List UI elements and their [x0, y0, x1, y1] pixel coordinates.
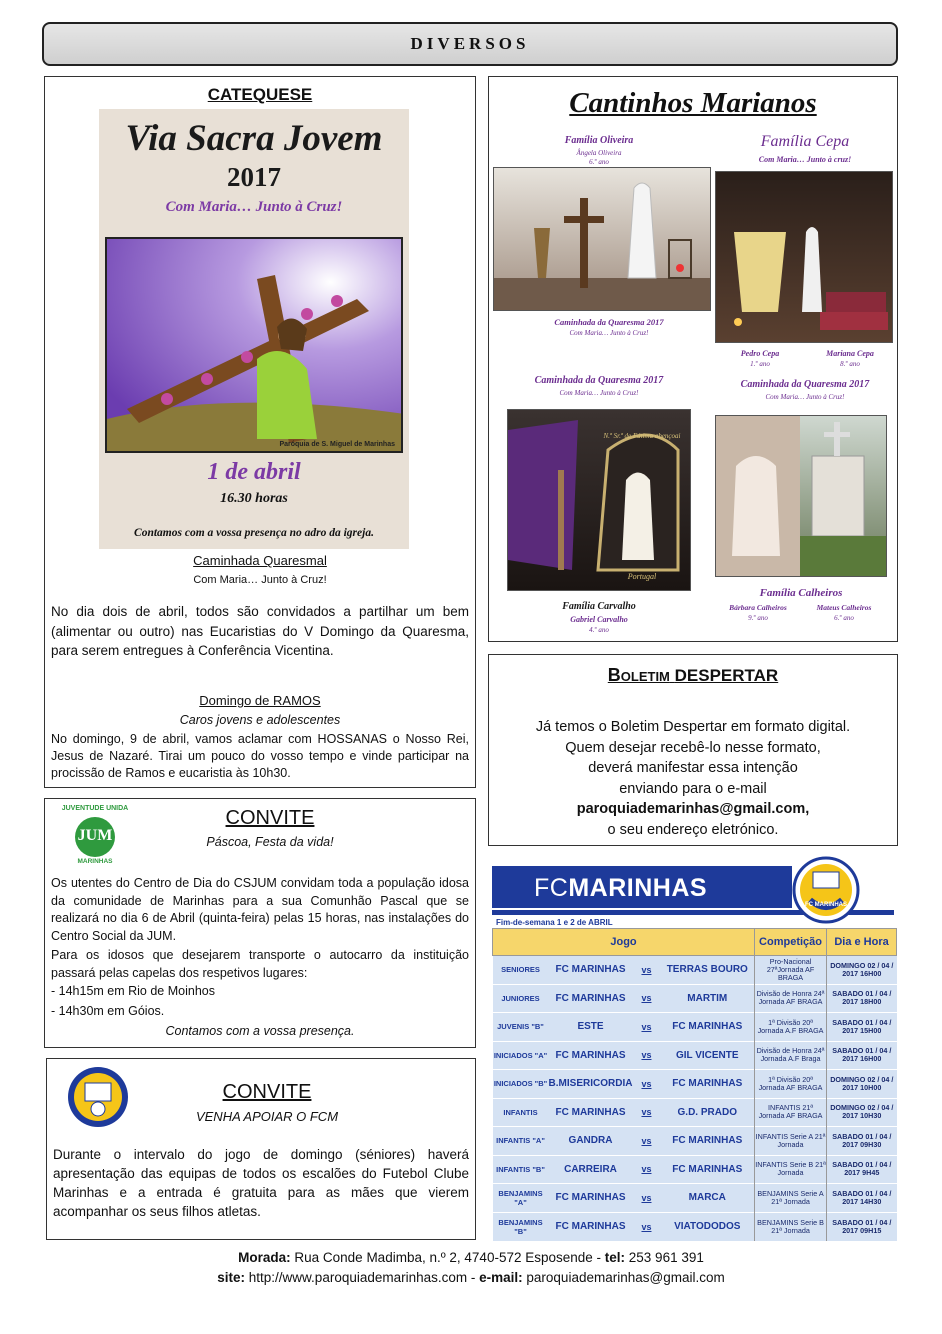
convite-jum-box [44, 798, 476, 1048]
fcm-row-datetime: SABADO 01 / 04 / 2017 09H30 [827, 1127, 897, 1156]
section-title: DIVERSOS [410, 34, 530, 53]
page-footer [0, 1248, 942, 1288]
fcm-row-competition: INFANTIS Serie B 21ª Jornada [755, 1155, 827, 1184]
fcm-row-vs: vs [633, 1070, 661, 1099]
poster-footer: Contamos com a vossa presença no adro da igreja. [134, 527, 374, 539]
boletim-line-2: Quem desejar recebê-lo nesse formato, [565, 739, 821, 756]
fcm-row-datetime: SABADO 01 / 04 / 2017 9H45 [827, 1155, 897, 1184]
boletim-title [489, 665, 897, 686]
fcm-week: Fim-de-semana 1 e 2 de ABRIL [496, 918, 613, 927]
fcm-row-home: B.MISERICORDIA [549, 1070, 633, 1099]
header-jogo: Jogo [493, 929, 755, 956]
caminhada-title: Caminhada Quaresmal [193, 553, 327, 568]
fam-cepa-grade-1: 1.º ano [750, 360, 770, 368]
fcm-row-escalao: BENJAMINS "A" [493, 1184, 549, 1213]
poster-title: Via Sacra Jovem [125, 118, 383, 159]
fcm-row-escalao: INFANTIS "A" [493, 1127, 549, 1156]
caminhada-block [45, 553, 475, 661]
fam-calheiros-caption-sub: Com Maria… Junto à Cruz! [765, 393, 845, 401]
boletim-title-big: DESPERTAR [674, 666, 779, 685]
fcm-crest-logo [63, 1065, 133, 1129]
ramos-block [45, 693, 475, 782]
fam-oliveira-caption-sub: Com Maria… Junto à Cruz! [569, 329, 649, 337]
fcm-row-datetime: SABADO 01 / 04 / 2017 09H15 [827, 1212, 897, 1241]
fam-carvalho-caption: Caminhada da Quaresma 2017 [534, 375, 664, 386]
header-competicao: Competição [755, 929, 827, 956]
fam-calheiros-member-1: Bárbara Calheiros [729, 603, 787, 612]
convite1-subtitle: Páscoa, Festa da vida! [206, 835, 334, 849]
fcm-name-fc: FC [534, 874, 569, 902]
convite1-title: CONVITE [225, 807, 315, 829]
fcm-row-competition: INFANTIS 21ª Jornada AF BRAGA [755, 1098, 827, 1127]
fcm-row-vs: vs [633, 984, 661, 1013]
fcm-table-body [493, 956, 897, 1241]
fcm-row-datetime: SABADO 01 / 04 / 2017 15H00 [827, 1013, 897, 1042]
fcm-name [534, 874, 707, 903]
fcm-row-away: VIATODODOS [661, 1212, 755, 1241]
fcm-row-away: TERRAS BOURO [661, 956, 755, 985]
fcm-row-home: FC MARINHAS [549, 1098, 633, 1127]
photo-familia-oliveira [493, 167, 711, 311]
fcm-name-rest: MARINHAS [568, 874, 708, 902]
photo-calheiros-svg [716, 416, 887, 577]
header-data: Dia e Hora [827, 929, 897, 956]
fam-carvalho-plaque-bottom: Portugal [627, 572, 657, 581]
fcm-row-home: FC MARINHAS [549, 1212, 633, 1241]
photo-familia-cepa [715, 171, 893, 343]
fcm-row-home: FC MARINHAS [549, 1184, 633, 1213]
fcm-row-datetime: SABADO 01 / 04 / 2017 18H00 [827, 984, 897, 1013]
fcm-row-datetime: DOMINGO 02 / 04 / 2017 16H00 [827, 956, 897, 985]
fcm-row-vs: vs [633, 1184, 661, 1213]
footer-site[interactable]: http://www.paroquiademarinhas.com - [245, 1270, 480, 1285]
footer-email[interactable]: paroquiademarinhas@gmail.com [522, 1270, 725, 1285]
convite1-p1: Os utentes do Centro de Dia do CSJUM convidam toda a população idosa da comunidade de Marinhas para a sua Comunhão Pascal que se realizará no dia 6 de Abril (quinta-feira) pelas 15 horas, nas instalações do Centro Social da JUM. [51, 876, 469, 943]
ramos-subtitle: Caros jovens e adolescentes [179, 713, 341, 727]
fcm-row-vs: vs [633, 1041, 661, 1070]
fcm-row-competition: 1ª Divisão 20ª Jornada AF BRAGA [755, 1070, 827, 1099]
fcm-row-away: MARTIM [661, 984, 755, 1013]
fcm-row [493, 1155, 897, 1184]
photo-familia-carvalho [507, 409, 691, 591]
convite2-subtitle: VENHA APOIAR O FCM [195, 1109, 339, 1124]
jum-logo-mid: JUM [77, 827, 113, 844]
convite2-text: Durante o intervalo do jogo de domingo (séniores) haverá apresentação das equipas de todos os escalões do Futebol Clube Marinhas e a entrada é gratuita para as mães que vierem acompanhar os seus filhos atletas. [53, 1147, 469, 1219]
fcm-row [493, 1184, 897, 1213]
fcm-table [492, 928, 897, 1241]
fcm-row-escalao: JUNIORES [493, 984, 549, 1013]
fcm-row [493, 1098, 897, 1127]
fcm-row-away: MARCA [661, 1184, 755, 1213]
fam-oliveira-grade: 6.º ano [589, 158, 609, 166]
fcm-row-away: G.D. PRADO [661, 1098, 755, 1127]
fcm-row [493, 1212, 897, 1241]
cantinhos-marianos-box [488, 76, 898, 642]
fcm-table-header [493, 929, 897, 956]
fcm-crest-icon [63, 1065, 133, 1129]
fcm-row-competition: 1ª Divisão 20ª Jornada A.F BRAGA [755, 1013, 827, 1042]
fcm-fixtures [490, 860, 898, 1242]
fcm-row-datetime: DOMINGO 02 / 04 / 2017 10H00 [827, 1070, 897, 1099]
fcm-row-vs: vs [633, 956, 661, 985]
cross-illustration [105, 237, 403, 453]
fcm-row-vs: vs [633, 1098, 661, 1127]
fam-calheiros-grade-2: 6.º ano [834, 614, 854, 622]
boletim-title-small: Boletim [607, 665, 670, 685]
boletim-email[interactable]: paroquiademarinhas@gmail.com, [576, 801, 810, 817]
fcm-row-datetime: DOMINGO 02 / 04 / 2017 10H30 [827, 1098, 897, 1127]
fcm-row-competition: Divisão de Honra 24ª Jornada AF BRAGA [755, 984, 827, 1013]
jum-logo-bottom: MARINHAS [77, 858, 113, 865]
fcm-row-competition: Divisão de Honra 24ª Jornada A.F Braga [755, 1041, 827, 1070]
fcm-row-escalao: SENIORES [493, 956, 549, 985]
fcm-row-escalao: JUVENIS "B" [493, 1013, 549, 1042]
fam-oliveira-caption: Caminhada da Quaresma 2017 [554, 317, 664, 327]
fcm-logo [786, 856, 866, 924]
fcm-row-away: FC MARINHAS [661, 1070, 755, 1099]
ramos-title: Domingo de RAMOS [199, 693, 321, 708]
footer-tel-label: tel: [604, 1250, 626, 1265]
fcm-row-escalao: INICIADOS "B" [493, 1070, 549, 1099]
fam-carvalho-plaque-top: N.ª Sr.ª de Fátima abençoai [603, 432, 681, 440]
fcm-row-escalao: INFANTIS [493, 1098, 549, 1127]
footer-line-2 [0, 1268, 942, 1288]
fcm-logo-text: FC MARINHAS [805, 902, 847, 908]
fam-carvalho-name: Família Carvalho [562, 601, 636, 612]
fcm-row-escalao: INICIADOS "A" [493, 1041, 549, 1070]
fam-carvalho-caption-sub: Com Maria… Junto à Cruz! [559, 389, 639, 397]
fcm-row [493, 1127, 897, 1156]
fam-calheiros-name: Família Calheiros [759, 587, 843, 599]
boletim-line-3: deverá manifestar essa intenção [588, 760, 798, 776]
photo-cepa-svg [716, 172, 893, 343]
fcm-row [493, 1041, 897, 1070]
fcm-row-vs: vs [633, 1013, 661, 1042]
fcm-row-competition: BENJAMINS Serie B 21ª Jornada [755, 1212, 827, 1241]
catequese-title: CATEQUESE [207, 85, 313, 104]
catequese-box [44, 76, 476, 788]
fcm-row-escalao: BENJAMINS "B" [493, 1212, 549, 1241]
jum-logo [53, 805, 137, 867]
ramos-text: No domingo, 9 de abril, vamos aclamar com HOSSANAS o Nosso Rei, Jesus de Nazaré. Tirai um pouco do vosso tempo e vinde participar na procissão de Ramos e eucaristia às 10h30. [51, 732, 469, 780]
fam-cepa-sub: Com Maria… Junto à cruz! [758, 155, 852, 164]
section-header [42, 22, 898, 66]
poster-subtitle: Com Maria… Junto à Cruz! [165, 199, 343, 215]
cantinhos-title: Cantinhos Marianos [569, 87, 817, 119]
via-sacra-poster [99, 109, 409, 549]
fcm-row-away: GIL VICENTE [661, 1041, 755, 1070]
poster-year: 2017 [227, 162, 281, 192]
fcm-row-competition: Pro-Nacional 27ªJornada AF BRAGA [755, 956, 827, 985]
caminhada-text: No dia dois de abril, todos são convidados a partilhar um bem (alimentar ou outro) nas Eucaristias do V Domingo da Quaresma, para serem entregues à Conferência Vicentina. [51, 604, 469, 658]
poster-time: 16.30 horas [220, 491, 288, 506]
boletim-despertar-box [488, 654, 898, 846]
fam-cepa-member-2: Mariana Cepa [826, 349, 874, 358]
fam-calheiros-caption: Caminhada da Quaresma 2017 [740, 379, 870, 390]
fam-oliveira-member: Ângela Oliveira [576, 149, 622, 157]
fam-calheiros-member-2: Mateus Calheiros [816, 603, 872, 612]
caminhada-subtitle: Com Maria… Junto à Cruz! [193, 574, 327, 586]
fcm-row-datetime: SABADO 01 / 04 / 2017 14H30 [827, 1184, 897, 1213]
fcm-row-competition: INFANTIS Serie A 21ª Jornada [755, 1127, 827, 1156]
footer-email-label: e-mail: [479, 1270, 523, 1285]
fcm-row-vs: vs [633, 1155, 661, 1184]
boletim-line-4: enviando para o e-mail [619, 780, 767, 797]
fcm-logo-icon [786, 856, 866, 924]
cross-illustration-svg [107, 239, 403, 453]
footer-morada-label: Morada: [238, 1250, 291, 1265]
convite1-item-1: - 14h15m em Rio de Moinhos [51, 984, 215, 998]
fcm-row [493, 984, 897, 1013]
fcm-row [493, 956, 897, 985]
fcm-row-home: FC MARINHAS [549, 956, 633, 985]
jum-logo-top: JUVENTUDE UNIDA [61, 805, 129, 812]
fcm-row-away: FC MARINHAS [661, 1013, 755, 1042]
footer-site-label: site: [217, 1270, 246, 1285]
fcm-row-home: FC MARINHAS [549, 984, 633, 1013]
convite1-p2: Para os idosos que desejarem transporte o autocarro da instituição passará pelas capelas dos respetivos lugares: [51, 948, 469, 980]
poster-date: 1 de abril [207, 459, 301, 485]
fam-calheiros-grade-1: 9.º ano [748, 614, 768, 622]
footer-line-1 [0, 1248, 942, 1268]
convite1-closing: Contamos com a vossa presença. [165, 1024, 355, 1038]
convite1-item-2: - 14h30m em Góios. [51, 1004, 165, 1018]
photo-oliveira-svg [494, 168, 711, 311]
fam-cepa-member-1: Pedro Cepa [740, 349, 780, 358]
convite-fcm-box [46, 1058, 476, 1240]
fcm-row [493, 1070, 897, 1099]
fcm-row-vs: vs [633, 1212, 661, 1241]
photo-familia-calheiros [715, 415, 887, 577]
footer-tel: 253 961 391 [625, 1250, 704, 1265]
fcm-row [493, 1013, 897, 1042]
boletim-last-line: o seu endereço eletrónico. [607, 821, 779, 838]
boletim-body [489, 717, 897, 840]
fcm-row-home: FC MARINHAS [549, 1041, 633, 1070]
fcm-row-escalao: INFANTIS "B" [493, 1155, 549, 1184]
convite2-title: CONVITE [222, 1081, 312, 1103]
fcm-row-home: GANDRA [549, 1127, 633, 1156]
fcm-row-vs: vs [633, 1127, 661, 1156]
fcm-row-away: FC MARINHAS [661, 1127, 755, 1156]
fcm-row-competition: BENJAMINS Serie A 21ª Jornada [755, 1184, 827, 1213]
footer-morada: Rua Conde Madimba, n.º 2, 4740-572 Esposende - [290, 1250, 605, 1265]
fam-carvalho-member: Gabriel Carvalho [570, 615, 628, 624]
fam-oliveira-name: Família Oliveira [564, 135, 634, 146]
boletim-line-1: Já temos o Boletim Despertar em formato digital. [535, 719, 851, 735]
fcm-row-home: ESTE [549, 1013, 633, 1042]
fcm-row-home: CARREIRA [549, 1155, 633, 1184]
fam-carvalho-grade: 4.º ano [589, 626, 609, 634]
fam-cepa-name: Família Cepa [760, 133, 850, 150]
fcm-row-away: FC MARINHAS [661, 1155, 755, 1184]
fcm-banner [492, 866, 792, 908]
poster-credit: Paróquia de S. Miguel de Marinhas [279, 441, 395, 448]
fam-cepa-grade-2: 8.º ano [840, 360, 860, 368]
fcm-row-datetime: SABADO 01 / 04 / 2017 16H00 [827, 1041, 897, 1070]
